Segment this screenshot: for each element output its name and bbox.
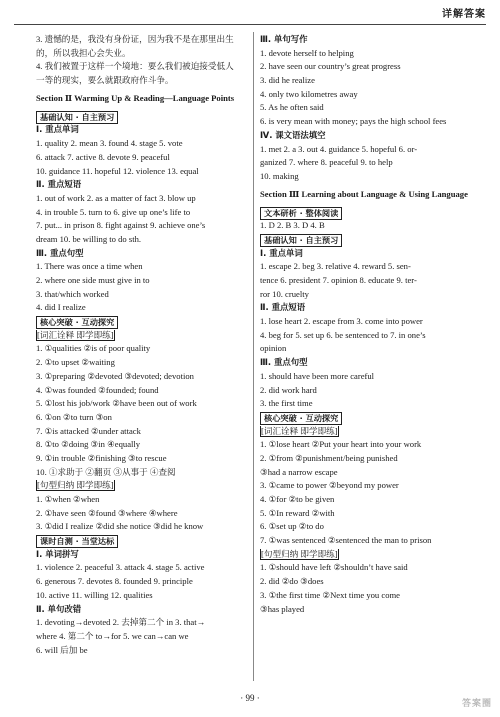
page-number: · 99 ·: [240, 693, 260, 704]
subsection-heading: Ⅰ. 单词拼写: [36, 548, 79, 559]
boxed-heading: [260, 412, 486, 426]
column-divider: [253, 32, 254, 681]
answer-line: 1. violence 2. peaceful 3. attack 4. stage 5. active: [36, 562, 205, 573]
answer-line: 10. active 11. willing 12. qualities: [36, 589, 153, 600]
answer-line: 1. lose heart 2. escape from 3. come into power: [260, 316, 423, 327]
answer-line: 10. ①求助于 ②翻页 ③从事于 ④查阅: [36, 466, 176, 477]
answer-line: 6. will 后加 be: [36, 644, 88, 655]
subsection-heading: Ⅰ. 重点单词: [36, 124, 79, 135]
tag-heading: [36, 330, 246, 344]
tag-heading: [260, 426, 486, 440]
section-title: Section Ⅱ Warming Up & Reading—Language Points: [36, 92, 235, 103]
answer-line: 3. ①preparing ②devoted ③devoted; devotion: [36, 370, 194, 381]
answer-line: 1. escape 2. beg 3. relative 4. reward 5. sen-: [260, 261, 411, 272]
subsection-heading: Ⅲ. 重点句型: [36, 247, 84, 258]
answer-line: 10. guidance 11. hopeful 12. violence 13. equal: [36, 165, 199, 176]
answer-line: 5. ①In reward ②with: [260, 507, 335, 518]
answer-line: 一等的现实，要么就跟政府作斗争。: [36, 75, 174, 86]
subsection-heading: Ⅱ. 重点短语: [36, 179, 82, 190]
answer-line: opinion: [260, 343, 287, 354]
answer-line: tence 6. president 7. opinion 8. educate 9. ter-: [260, 275, 417, 285]
header-rule: [14, 24, 486, 25]
boxed-heading: [36, 316, 246, 330]
answer-line: 7. put... in prison 8. fight against 9. achieve one’s: [36, 220, 206, 231]
answer-line: 2. did work hard: [260, 384, 317, 395]
answer-line: 2. ①from ②punishment/being punished: [260, 452, 398, 463]
answer-line: 9. ①in trouble ②finishing ③to rescue: [36, 452, 167, 463]
answer-line: 1. devote herself to helping: [260, 47, 354, 58]
answer-line: 7. ①was sentenced ②sentenced the man to prison: [260, 535, 432, 546]
answer-line: 1. ①should have left ②shouldn’t have said: [260, 562, 408, 573]
answer-line: 7. ①is attacked ②under attack: [36, 425, 141, 436]
boxed-label: 文本研析 · 整体阅读: [260, 207, 342, 220]
boxed-label: 核心突破 · 互动探究: [36, 316, 118, 329]
answer-line: 1. ①when ②when: [36, 494, 100, 504]
answer-line: 1. quality 2. mean 3. found 4. stage 5. vote: [36, 138, 183, 149]
watermark-logo: 答案圈: [461, 699, 492, 710]
answer-line: 6. ①on ②to turn ③on: [36, 411, 112, 422]
answer-line: dream 10. be willing to do sth.: [36, 233, 142, 244]
boxed-label: 课时自测 · 当堂达标: [36, 535, 118, 548]
subsection-heading: Ⅱ. 重点短语: [260, 302, 306, 313]
answer-line: ③had a narrow escape: [260, 466, 338, 477]
answer-line: 6. is very mean with money; pays the high school fees: [260, 116, 447, 127]
answer-line: 2. ①to upset ②waiting: [36, 357, 115, 368]
answer-line: 2. ①have seen ②found ③where ④where: [36, 507, 178, 518]
boxed-label: 基础认知 · 自主预习: [260, 234, 342, 247]
tag-heading: [260, 549, 486, 563]
answer-line: 1. met 2. a 3. out 4. guidance 5. hopeful 6. or-: [260, 143, 418, 154]
answer-line: 3. 遗憾的是，我没有身份证，因为我不是在那里出生: [36, 34, 234, 44]
subsection-heading: Ⅰ. 重点单词: [260, 247, 303, 258]
boxed-label: 基础认知 · 自主预习: [36, 111, 118, 124]
boxed-label: [句型归纳 即学即练]: [261, 548, 338, 559]
subsection-heading: Ⅲ. 单句写作: [260, 34, 308, 44]
answer-line: 1. devoting→devoted 2. 去掉第二个 in 3. that→: [36, 617, 206, 628]
subsection-heading: Ⅱ. 单句改错: [36, 603, 82, 614]
answer-line: 4. 我们被置于这样一个境地：要么我们被迫接受低人: [36, 61, 234, 72]
answer-line: 5. As he often said: [260, 102, 324, 113]
answer-line: 8. ①to ②doing ③in ④equally: [36, 439, 141, 450]
boxed-heading: [36, 535, 246, 549]
right-column: [260, 34, 486, 617]
answer-line: 1. ①lose heart ②Put your heart into your work: [260, 439, 422, 450]
answer-line: 10. making: [260, 170, 299, 181]
answer-line: 2. have seen our country’s great progress: [260, 61, 401, 72]
answer-line: 2. where one side must give in to: [36, 275, 150, 285]
boxed-heading: [260, 207, 486, 221]
boxed-label: [词汇诠释 即学即练]: [37, 329, 114, 340]
answer-line: 4. only two kilometres away: [260, 88, 358, 99]
answer-line: 4. ①for ②to be given: [260, 494, 335, 504]
section-title: Section Ⅲ Learning about Language & Using Language: [260, 188, 468, 199]
boxed-heading: [36, 111, 246, 125]
answer-line: 1. should have been more careful: [260, 370, 375, 381]
answer-line: 3. ①came to power ②beyond my power: [260, 480, 399, 491]
answer-line: 6. attack 7. active 8. devote 9. peaceful: [36, 151, 170, 162]
answer-line: 2. did ②do ③does: [260, 576, 324, 587]
answer-line: 4. did I realize: [36, 302, 86, 313]
answer-line: 3. that/which worked: [36, 288, 109, 299]
subsection-heading: Ⅲ. 重点句型: [260, 357, 308, 368]
answer-line: 4. beg for 5. set up 6. be sentenced to 7. in one’s: [260, 329, 426, 340]
answer-line: 3. ①the first time ②Next time you come: [260, 589, 400, 600]
answer-line: 1. D 2. B 3. D 4. B: [260, 220, 325, 231]
answer-line: 6. ①set up ②to do: [260, 521, 324, 532]
answer-line: 1. ①qualities ②is of poor quality: [36, 343, 151, 354]
answer-line: ganized 7. where 8. peaceful 9. to help: [260, 157, 393, 168]
answer-line: 3. did he realize: [260, 75, 315, 86]
answer-line: 的，所以我担心会失业。: [36, 47, 131, 58]
boxed-label: 核心突破 · 互动探究: [260, 412, 342, 425]
answer-line: 6. generous 7. devotes 8. founded 9. principle: [36, 576, 193, 587]
boxed-heading: [260, 234, 486, 248]
answer-line: ③has played: [260, 603, 305, 614]
answer-line: 1. out of work 2. as a matter of fact 3. blow up: [36, 192, 196, 203]
boxed-label: [句型归纳 即学即练]: [37, 480, 114, 491]
answer-line: 4. in trouble 5. turn to 6. give up one’s life to: [36, 206, 191, 217]
answer-line: where 4. 第二个 to→for 5. we can→can we: [36, 630, 189, 641]
tag-heading: [36, 480, 246, 494]
answer-line: ror 10. cruelty: [260, 288, 309, 299]
answer-line: 5. ①lost his job/work ②have been out of work: [36, 398, 197, 409]
answer-line: 4. ①was founded ②founded; found: [36, 384, 159, 395]
answer-line: 3. ①did I realize ②did she notice ③did he know: [36, 521, 204, 532]
subsection-heading: Ⅳ. 课文语法填空: [260, 129, 326, 140]
page-header-title: 详解答案: [442, 9, 486, 20]
boxed-label: [词汇诠释 即学即练]: [261, 425, 338, 436]
answer-line: 1. There was once a time when: [36, 261, 143, 272]
answer-line: 3. the first time: [260, 398, 313, 409]
left-column: [36, 34, 246, 658]
